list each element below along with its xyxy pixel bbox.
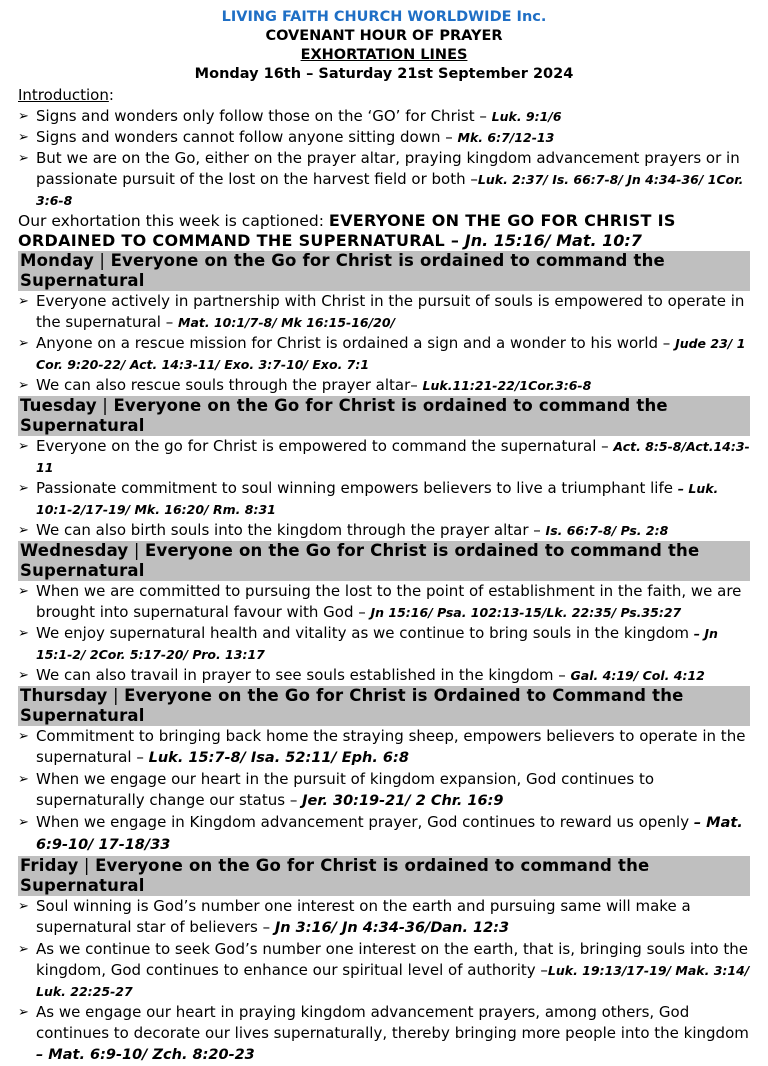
intro-heading-text: Introduction: [18, 86, 109, 104]
scripture-reference: Jude 23/ 1 Cor. 9:20-22/ Act. 14:3-11/ Exo. 3:7-10/ Exo. 7:1: [36, 336, 746, 372]
day-name: Wednesday: [20, 541, 129, 560]
day-section-monday: [18, 251, 750, 396]
arrow-bullet-icon: ➢: [18, 815, 29, 830]
arrow-bullet-icon: ➢: [18, 523, 29, 538]
arrow-bullet-icon: ➢: [18, 1005, 29, 1020]
bullet-item: [18, 1002, 750, 1066]
bullet-text: We can also birth souls into the kingdom through the prayer altar –: [36, 521, 546, 539]
arrow-bullet-icon: ➢: [18, 772, 29, 787]
scripture-reference: Luk. 9:1/6: [491, 109, 562, 124]
bullet-item: [18, 106, 750, 127]
day-heading: [18, 686, 750, 726]
day-name: Monday: [20, 251, 94, 270]
day-section-tuesday: [18, 396, 750, 541]
bullet-item: [18, 581, 750, 623]
scripture-reference: – Mat. 6:9-10/ 17-18/33: [36, 815, 743, 853]
arrow-bullet-icon: ➢: [18, 481, 29, 496]
bullet-item: [18, 148, 750, 211]
date-range: Monday 16th – Saturday 21st September 2024: [194, 66, 574, 82]
arrow-bullet-icon: ➢: [18, 109, 29, 124]
day-separator: |: [78, 856, 96, 875]
bullet-text: We enjoy supernatural health and vitality as we continue to bring souls in the kingdom: [36, 624, 694, 642]
scripture-reference: Mk. 6:7/12-13: [457, 130, 555, 145]
bullet-item: [18, 333, 750, 375]
day-heading: [18, 396, 750, 436]
day-name: Thursday: [20, 686, 108, 705]
day-heading: [18, 856, 750, 896]
intro-list: [18, 106, 750, 211]
arrow-bullet-icon: ➢: [18, 130, 29, 145]
scripture-reference: – Mat. 6:9-10/ Zch. 8:20-23: [36, 1047, 255, 1063]
day-theme: Everyone on the Go for Christ is Ordained to Command the Supernatural: [20, 686, 684, 725]
scripture-reference: Luk. 2:37/ Is. 66:7-8/ Jn 4:34-36/ 1Cor. 3:6-8: [36, 172, 744, 208]
arrow-bullet-icon: ➢: [18, 668, 29, 683]
bullet-text: As we continue to seek God’s number one interest on the earth, that is, bringing souls into the kingdom, God continues to enhance our spiritual level of authority –: [36, 940, 748, 979]
document-title: COVENANT HOUR OF PRAYER: [265, 28, 503, 44]
bullet-item: [18, 769, 750, 812]
bullet-text: As we engage our heart in praying kingdom advancement prayers, among others, God continues to decorate our lives supernaturally, thereby bringing more people into the kingdom: [36, 1003, 749, 1042]
arrow-bullet-icon: ➢: [18, 942, 29, 957]
scripture-reference: Act. 8:5-8/Act.14:3-11: [36, 439, 750, 475]
bullet-item: [18, 375, 750, 396]
bullet-item: [18, 939, 750, 1002]
days-container: [18, 251, 750, 1066]
day-section-thursday: [18, 686, 750, 856]
scripture-reference: – Luk. 10:1-2/17-19/ Mk. 16:20/ Rm. 8:31: [36, 481, 719, 517]
bullet-text: When we are committed to pursuing the lost to the point of establishment in the faith, we are brought into supernatural favour with God –: [36, 582, 742, 621]
bullet-item: [18, 623, 750, 665]
scripture-reference: Mat. 10:1/7-8/ Mk 16:15-16/20/: [178, 315, 396, 330]
day-theme: Everyone on the Go for Christ is ordained to command the Supernatural: [20, 541, 700, 580]
bullet-item: [18, 520, 750, 541]
bullet-item: [18, 478, 750, 520]
bullet-item: [18, 812, 750, 856]
day-theme: Everyone on the Go for Christ is ordained to command the Supernatural: [20, 396, 668, 435]
bullet-text: We can also travail in prayer to see souls established in the kingdom –: [36, 666, 571, 684]
day-heading: [18, 541, 750, 581]
day-separator: |: [128, 541, 146, 560]
caption-reference: Jn. 15:16/ Mat. 10:7: [459, 231, 642, 250]
caption-lead: Our exhortation this week is captioned:: [18, 212, 329, 230]
bullet-item: [18, 726, 750, 769]
arrow-bullet-icon: ➢: [18, 626, 29, 641]
scripture-reference: Jn 3:16/ Jn 4:34-36/Dan. 12:3: [274, 920, 510, 936]
scripture-reference: Luk. 19:13/17-19/ Mak. 3:14/ Luk. 22:25-27: [36, 963, 750, 999]
bullet-text: We can also rescue souls through the prayer altar–: [36, 376, 423, 394]
organization-name: LIVING FAITH CHURCH WORLDWIDE Inc.: [221, 9, 547, 25]
scripture-reference: Jn 15:16/ Psa. 102:13-15/Lk. 22:35/ Ps.35:27: [370, 605, 682, 620]
bullet-text: Signs and wonders cannot follow anyone sitting down –: [36, 128, 458, 146]
exhortation-caption: [18, 211, 750, 251]
bullet-text: Commitment to bringing back home the straying sheep, empowers believers to operate in the supernatural –: [36, 727, 746, 766]
intro-heading: [18, 85, 750, 106]
bullet-text: When we engage in Kingdom advancement prayer, God continues to reward us openly: [36, 813, 694, 831]
arrow-bullet-icon: ➢: [18, 439, 29, 454]
bullet-text: But we are on the Go, either on the prayer altar, praying kingdom advancement prayers or in passionate pursuit of the lost on the harvest field or both –: [36, 149, 740, 188]
bullet-item: [18, 291, 750, 333]
scripture-reference: Luk. 15:7-8/ Isa. 52:11/ Eph. 6:8: [148, 750, 409, 766]
bullet-text: Soul winning is God’s number one interest on the earth and pursuing same will make a supernatural star of believers –: [36, 897, 691, 936]
arrow-bullet-icon: ➢: [18, 729, 29, 744]
arrow-bullet-icon: ➢: [18, 294, 29, 309]
bullet-text: Everyone actively in partnership with Christ in the pursuit of souls is empowered to operate in the supernatural –: [36, 292, 745, 331]
bullet-text: Everyone on the go for Christ is empowered to command the supernatural –: [36, 437, 614, 455]
bullet-text: Anyone on a rescue mission for Christ is ordained a sign and a wonder to his world –: [36, 334, 676, 352]
scripture-reference: Is. 66:7-8/ Ps. 2:8: [545, 523, 669, 538]
day-separator: |: [107, 686, 125, 705]
bullet-text: Passionate commitment to soul winning empowers believers to live a triumphant life: [36, 479, 678, 497]
bullet-item: [18, 896, 750, 939]
scripture-reference: Gal. 4:19/ Col. 4:12: [570, 668, 705, 683]
day-theme: Everyone on the Go for Christ is ordained to command the Supernatural: [20, 856, 650, 895]
arrow-bullet-icon: ➢: [18, 378, 29, 393]
arrow-bullet-icon: ➢: [18, 584, 29, 599]
bullet-text: Signs and wonders only follow those on the ‘GO’ for Christ –: [36, 107, 492, 125]
document-subtitle: EXHORTATION LINES: [300, 47, 468, 63]
bullet-item: [18, 436, 750, 478]
scripture-reference: Jer. 30:19-21/ 2 Chr. 16:9: [302, 793, 504, 809]
arrow-bullet-icon: ➢: [18, 151, 29, 166]
arrow-bullet-icon: ➢: [18, 899, 29, 914]
scripture-reference: – Jn 15:1-2/ 2Cor. 5:17-20/ Pro. 13:17: [36, 626, 718, 662]
bullet-item: [18, 665, 750, 686]
day-section-friday: [18, 856, 750, 1066]
caption-theme: EVERYONE ON THE GO FOR CHRIST IS ORDAINED TO COMMAND THE SUPERNATURAL –: [18, 211, 676, 250]
intro-heading-colon: :: [108, 86, 114, 104]
day-separator: |: [93, 251, 111, 270]
bullet-item: [18, 127, 750, 148]
bullet-text: When we engage our heart in the pursuit of kingdom expansion, God continues to supernaturally change our status –: [36, 770, 655, 809]
day-separator: |: [96, 396, 114, 415]
day-heading: [18, 251, 750, 291]
arrow-bullet-icon: ➢: [18, 336, 29, 351]
day-name: Friday: [20, 856, 79, 875]
scripture-reference: Luk.11:21-22/1Cor.3:6-8: [422, 378, 592, 393]
day-theme: Everyone on the Go for Christ is ordained to command the Supernatural: [20, 251, 665, 290]
day-name: Tuesday: [20, 396, 97, 415]
day-section-wednesday: [18, 541, 750, 686]
